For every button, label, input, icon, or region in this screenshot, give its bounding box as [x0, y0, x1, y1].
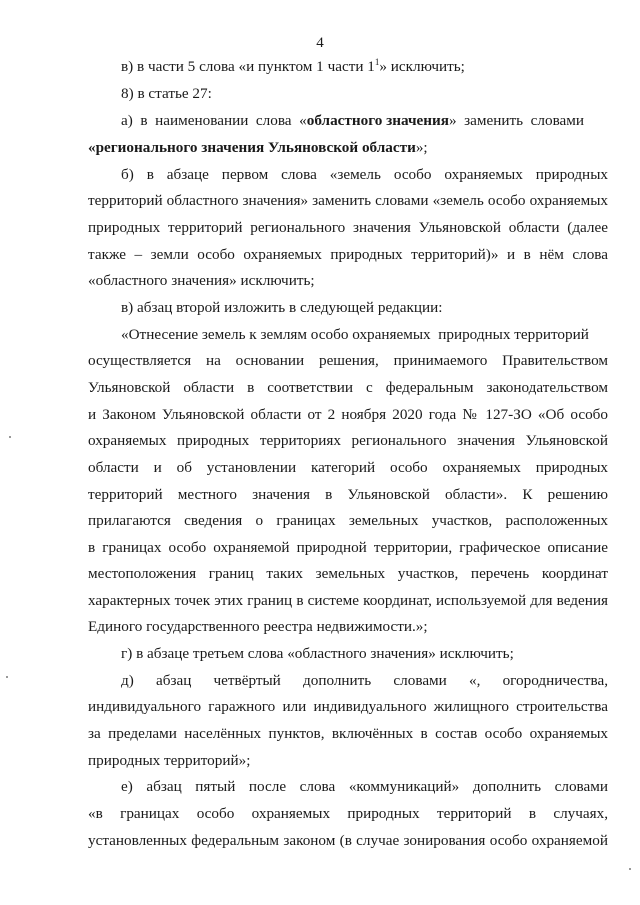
scan-speck — [6, 676, 8, 678]
text-line: области и об установлении категорий особо охраняемых природных — [88, 459, 608, 476]
text-line: природных территорий регионального значения Ульяновской области (далее — [88, 219, 608, 236]
text-line: индивидуального гаражного или индивидуального жилищного строительства — [88, 698, 608, 715]
text-line: охраняемых природных территориях регионального значения Ульяновской — [88, 432, 608, 449]
text-line — [121, 57, 608, 77]
text-line: б) в абзаце первом слова «земель особо охраняемых природных — [121, 166, 608, 183]
text-line — [88, 138, 608, 158]
text-line: «Отнесение земель к землям особо охраняемых природных территорий — [121, 326, 589, 343]
text-line: и Законом Ульяновской области от 2 ноября 2020 года № 127-ЗО «Об особо — [88, 406, 608, 423]
text-line: природных территорий»; — [88, 752, 251, 769]
text-line — [121, 111, 608, 131]
text-line: прилагаются сведения о границах земельных участков, расположенных — [88, 512, 608, 529]
text-line: характерных точек этих границ в системе координат, используемой для ведения — [88, 592, 608, 609]
text-line: территорий местного значения в Ульяновской области». К решению — [88, 486, 608, 503]
scan-speck — [9, 436, 11, 438]
scan-speck — [629, 868, 631, 870]
text-segment: » исключить; — [379, 58, 465, 75]
text-line: «в границах особо охраняемых природных территорий в случаях, — [88, 805, 608, 822]
text-segment: а) в наименовании слова « — [121, 112, 307, 129]
bold-text: «регионального значения Ульяновской области — [88, 139, 416, 156]
bold-text: областного значения — [306, 112, 449, 129]
text-line: е) абзац пятый после слова «коммуникаций» дополнить словами — [121, 778, 608, 795]
text-line: также – земли особо охраняемых природных территорий)» и в нём слова — [88, 246, 608, 263]
text-line: 8) в статье 27: — [121, 85, 212, 102]
text-line: в границах особо охраняемой природной территории, графическое описание — [88, 539, 608, 556]
text-line: за пределами населённых пунктов, включённых в состав особо охраняемых — [88, 725, 608, 742]
text-segment: »; — [415, 139, 428, 156]
text-line: г) в абзаце третьем слова «областного значения» исключить; — [121, 645, 514, 662]
text-line: Ульяновской области в соответствии с федеральным законодательством — [88, 379, 608, 396]
text-line: в) абзац второй изложить в следующей редакции: — [121, 299, 443, 316]
text-line: местоположения границ таких земельных участков, перечень координат — [88, 565, 608, 582]
text-line: «областного значения» исключить; — [88, 272, 315, 289]
text-line: установленных федеральным законом (в случае зонирования особо охраняемой — [88, 832, 608, 849]
text-segment: » заменить словами — [448, 112, 585, 129]
text-line: территорий областного значения» заменить словами «земель особо охраняемых — [88, 192, 608, 209]
text-line: осуществляется на основании решения, принимаемого Правительством — [88, 352, 608, 369]
text-line: Единого государственного реестра недвижимости.»; — [88, 618, 428, 635]
text-segment: в) в части 5 слова «и пунктом 1 части 1 — [121, 58, 375, 75]
text-line: д) абзац четвёртый дополнить словами «, огородничества, — [121, 672, 608, 689]
superscript: 1 — [374, 57, 380, 67]
page-number: 4 — [316, 35, 324, 51]
